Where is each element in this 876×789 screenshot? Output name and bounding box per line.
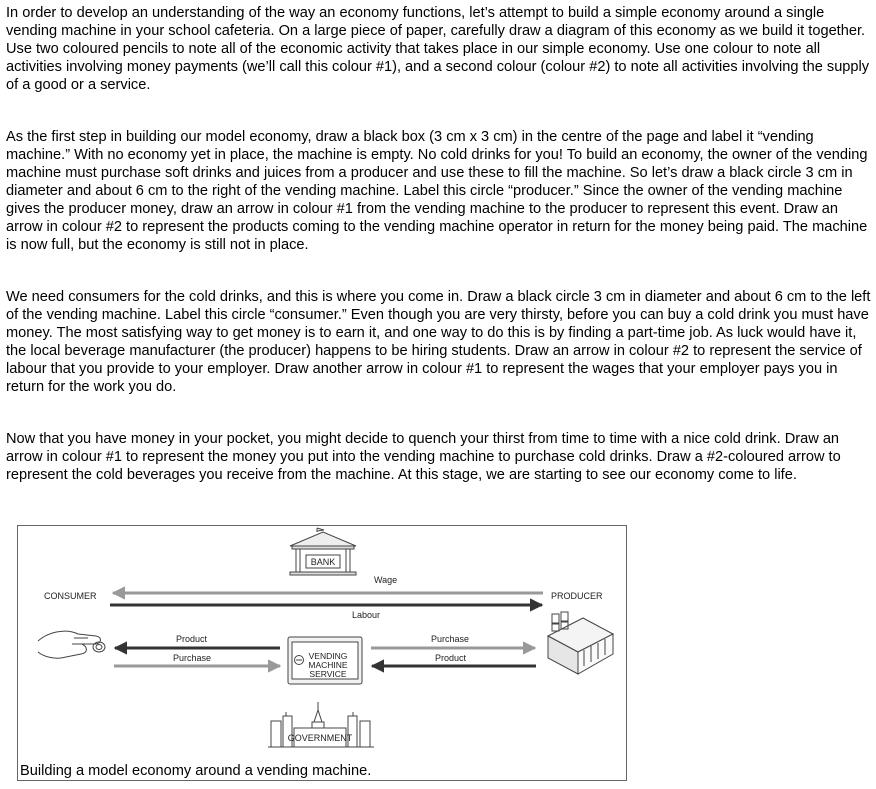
government-label: GOVERNMENT bbox=[287, 733, 353, 743]
producer-label: PRODUCER bbox=[551, 591, 603, 601]
purchase-paragraph: Now that you have money in your pocket, you might decide to quench your thirst from time to time with a nice cold drink. Draw an arrow in colour #1 to represent the money you put into the vending machine to purchase cold drinks. Draw a #2-coloured arrow to represent the cold beverages you receive from the machine. At this stage, we are starting to see our economy come to life. bbox=[6, 431, 841, 483]
figure-caption: Building a model economy around a vending machine. bbox=[20, 763, 372, 779]
intro-paragraph: In order to develop an understanding of the way an economy functions, let’s attempt to build a simple economy around a single vending machine in your school cafeteria. On a large piece of paper, carefully draw a diagram of this economy as we build it together. Use two coloured pencils to note all of the economic activity that takes place in our simple economy. Use one colour to note all activities involving money payments (we’ll call this colour #1), and a second colour (colour #2) to note all activities involving the supply of a good or a service. bbox=[6, 5, 870, 93]
bank-icon bbox=[290, 528, 356, 575]
vending-line-2: MACHINE bbox=[308, 660, 348, 670]
right-purchase-label: Purchase bbox=[431, 634, 470, 644]
vending-machine-paragraph: As the first step in building our model economy, draw a black box (3 cm x 3 cm) in the centre of the page and label it “vending machine.” With no economy yet in place, the machine is empty. No cold drinks for you! To build an economy, the owner of the vending machine must purchase soft drinks and juices from a producer and use these to fill the machine. So let’s draw a black circle 3 cm in diameter and about 6 cm to the right of the vending machine. Label this circle “producer.” Since the owner of the vending machine gives the producer money, draw an arrow in colour #1 from the vending machine to the producer to represent this event. Draw an arrow in colour #2 to represent the products coming to the vending machine operator in return for the money being paid. The machine is now full, but the economy is still not in place. bbox=[6, 129, 868, 253]
hand-coin-icon bbox=[38, 631, 105, 658]
economy-diagram-figure bbox=[17, 525, 627, 781]
labour-label: Labour bbox=[352, 610, 381, 620]
economy-diagram bbox=[18, 526, 626, 780]
vending-line-3: SERVICE bbox=[309, 669, 347, 679]
wage-label: Wage bbox=[374, 575, 398, 585]
right-product-label: Product bbox=[435, 653, 467, 663]
left-product-label: Product bbox=[176, 634, 208, 644]
factory-icon bbox=[548, 612, 613, 674]
consumer-paragraph: We need consumers for the cold drinks, and this is where you come in. Draw a black circle 3 cm in diameter and about 6 cm to the left of the vending machine. Label this circle “consumer.” Even though you are very thirsty, before you can buy a cold drink you must have money. The most satisfying way to get money is to earn it, and one way to do this is by finding a part-time job. As luck would have it, the local beverage manufacturer (the producer) happens to be hiring students. Draw an arrow in colour #2 to represent the service of labour that you provide to your employer. Draw another arrow in colour #1 to represent the wages that your employer pays you in return for the work you do. bbox=[6, 289, 871, 395]
consumer-label: CONSUMER bbox=[44, 591, 97, 601]
bank-label: BANK bbox=[310, 557, 336, 567]
vending-line-1: VENDING bbox=[308, 651, 348, 661]
left-purchase-label: Purchase bbox=[173, 653, 212, 663]
